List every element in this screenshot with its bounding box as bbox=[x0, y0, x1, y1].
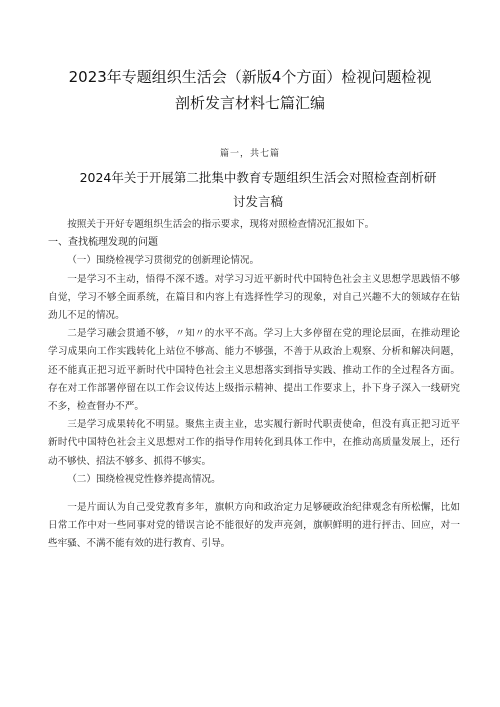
section-heading-1: 一、查找梳理发现的问题 bbox=[48, 237, 158, 249]
article-title bbox=[68, 166, 448, 214]
subsection-heading-1: （一）围绕检视学习贯彻党的创新理论情况。 bbox=[67, 255, 260, 267]
document-title-line1: 2023年专题组织生活会（新版4个方面）检视问题检视 bbox=[68, 68, 432, 86]
document-title-line2: 剖析发言材料七篇汇编 bbox=[174, 94, 325, 112]
article-body bbox=[48, 216, 460, 554]
article-title-line2: 讨发言稿 bbox=[232, 194, 283, 209]
paragraph-3: 三是学习成果转化不明显。聚焦主责主业，忠实履行新时代职责使命，但没有真正把习近平新时代中国特色社会主义思想对工作的指导作用转化到具体工作中，在推动高质量发展上，还行动不够快、招法不够多、抓得不够实。 bbox=[48, 419, 460, 467]
article-title-line1: 2024年关于开展第二批集中教育专题组织生活会对照检查剖析研 bbox=[79, 170, 437, 185]
paragraph-1: 一是学习不主动，悟得不深不透。对学习习近平新时代中国特色社会主义思想学思践悟不够自觉，学习不够全面系统，在篇目和内容上有选择性学习的现象，对自己兴趣不大的领域存在钻劲儿不足的情况。 bbox=[48, 273, 460, 322]
intro-paragraph: 按照关于开好专题组织生活会的指示要求，现将对照检查情况汇报如下。 bbox=[67, 219, 375, 230]
paragraph-2: 二是学习融会贯通不够，〃知〃的水平不高。学习上大多停留在党的理论层面，在推动理论学习成果向工作实践转化上站位不够高、能力不够强，不善于从政治上观察、分析和解决问题，还不能真正把习近平新时代中国特色社会主义思想落实到指导实践、推动工作的全过程各方面。存在对工作部署停留在以工作会议传达上级指示精神、提出工作要求上，扑下身子深入一线研究不多，检查督办不严。 bbox=[48, 328, 460, 413]
chapter-label: 篇一，共七篇 bbox=[219, 149, 280, 159]
subsection-heading-2: （二）围绕检视党性修养提高情况。 bbox=[67, 473, 221, 485]
spacer bbox=[48, 489, 460, 499]
document-title bbox=[40, 64, 460, 116]
paragraph-4: 一是片面认为自己受党教育多年，旗帜方向和政治定力足够硬政治纪律观念有所松懈，比如日常工作中对一些同事对党的错误言论不能很好的发声亮剑，旗帜鲜明的进行抨击、回应，对一些牢骚、不满不能有效的进行教育、引导。 bbox=[48, 502, 460, 550]
